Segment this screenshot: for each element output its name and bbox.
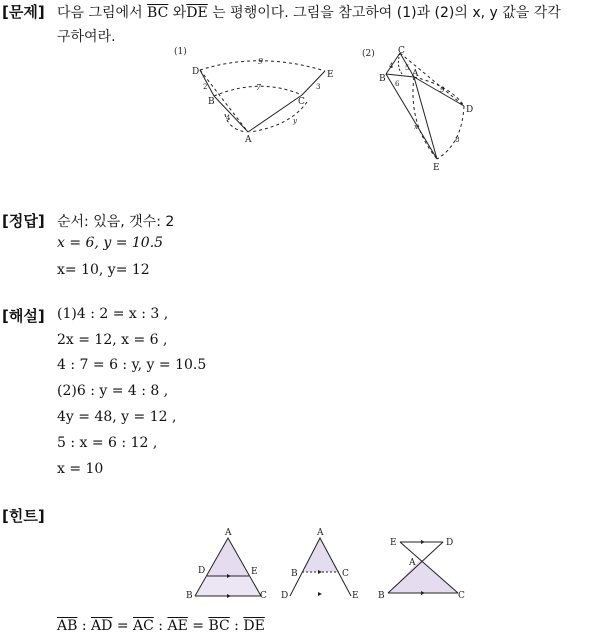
explanation-line-4: (2)6 : y = 4 : 8 , <box>57 383 169 399</box>
hint-seg-de: $\overline{DE}$ <box>243 618 265 634</box>
fig1-point-b: B <box>208 97 215 107</box>
hint-fig3-a: A <box>409 558 416 568</box>
fig2-point-b: B <box>379 74 386 84</box>
fig2-num-b: 5 <box>405 64 410 72</box>
fig2-num-f: 8 <box>455 136 460 144</box>
hint-fig2-d: D <box>281 591 289 601</box>
hint-figures <box>186 520 480 610</box>
hint-figure-2 <box>290 538 351 596</box>
fig2-point-c: C <box>398 46 405 56</box>
hint-label: [힌트] <box>2 507 45 525</box>
fig2-point-d: D <box>466 105 474 115</box>
fig2-num-d: 9 <box>440 86 445 94</box>
fig1-point-e: E <box>327 70 334 80</box>
problem-figure-2 <box>356 44 486 176</box>
hint-fig2-c: C <box>342 569 349 579</box>
fig2-tag: (2) <box>362 49 375 59</box>
explanation-line-1: (1)4 : 2 = x : 3 , <box>57 306 169 322</box>
problem-text-line2: 구하여라. <box>57 29 116 45</box>
fig1-num-mid: 7 <box>256 83 262 92</box>
fig1-point-a: A <box>245 135 252 145</box>
answer-line3: x= 10, y= 12 <box>57 262 150 278</box>
answer-label: [정답] <box>2 212 45 230</box>
problem-label: [문제] <box>2 3 45 21</box>
answer-line2: x = 6, y = 10.5 <box>57 235 164 251</box>
hint-seg-ad: $\overline{AD}$ <box>91 618 113 634</box>
fig1-tag: (1) <box>174 47 187 57</box>
fig2-point-a: A <box>412 69 419 79</box>
hint-figure-3 <box>388 540 458 595</box>
explanation-line-5: 4y = 48, y = 12 , <box>57 409 177 425</box>
hint-fig3-b: B <box>378 591 385 601</box>
segment-de: $\overline{DE}$ <box>186 5 208 21</box>
fig1-num-top: 9 <box>258 57 264 66</box>
fig2-num-e: x <box>414 123 418 131</box>
answer-line1: 순서: 있음, 갯수: 2 <box>57 214 175 230</box>
hint-fig3-c: C <box>458 591 465 601</box>
hint-seg-ab: $\overline{AB}$ <box>57 618 78 634</box>
explanation-label: [해설] <box>2 307 45 325</box>
fig1-num-right-lower: y <box>293 117 297 125</box>
hint-seg-ae: $\overline{AE}$ <box>167 618 188 634</box>
hint-fig2-b: B <box>291 569 298 579</box>
hint-fig2-a: A <box>317 528 324 538</box>
segment-bc: $\overline{BC}$ <box>147 5 169 21</box>
fig2-num-c: 6 <box>395 80 400 88</box>
hint-fig3-d: D <box>446 538 454 548</box>
hint-fig1-e: E <box>251 567 258 577</box>
fig1-num-left-lower: 4 <box>226 114 231 122</box>
fig1-point-c: C <box>298 97 305 107</box>
hint-fig1-d: D <box>198 566 206 576</box>
explanation-line-7: x = 10 <box>57 461 104 477</box>
explanation-line-6: 5 : x = 6 : 12 , <box>57 435 158 451</box>
hint-formula: $\overline{AB}$ : $\overline{AD} = \overline{AC}$ : $\overline{AE} = \overline{BC}$ : $\overline{DE}$ <box>57 618 265 634</box>
hint-fig1-c: C <box>260 591 267 601</box>
fig1-num-right-upper: 3 <box>316 83 321 91</box>
hint-fig2-e: E <box>352 591 359 601</box>
hint-seg-ac: $\overline{AC}$ <box>133 618 154 634</box>
fig2-point-e: E <box>433 163 440 173</box>
problem-figure-1 <box>170 44 350 148</box>
fig1-point-d: D <box>192 67 200 77</box>
problem-text-line1: 다음 그림에서 $\overline{BC}$ 와$\overline{DE}$ 는 평행이다. 그림을 참고하여 (1)과 (2)의 x, y 값을 각각 <box>57 5 561 21</box>
hint-fig3-e: E <box>390 538 397 548</box>
hint-seg-bc: $\overline{BC}$ <box>208 618 230 634</box>
fig1-num-left-upper: 2 <box>203 83 208 91</box>
hint-fig1-b: B <box>186 591 193 601</box>
explanation-line-3: 4 : 7 = 6 : y, y = 10.5 <box>57 357 207 373</box>
hint-fig1-a: A <box>225 528 232 538</box>
explanation-line-2: 2x = 12, x = 6 , <box>57 332 168 348</box>
fig2-num-a: 4 <box>389 62 394 70</box>
